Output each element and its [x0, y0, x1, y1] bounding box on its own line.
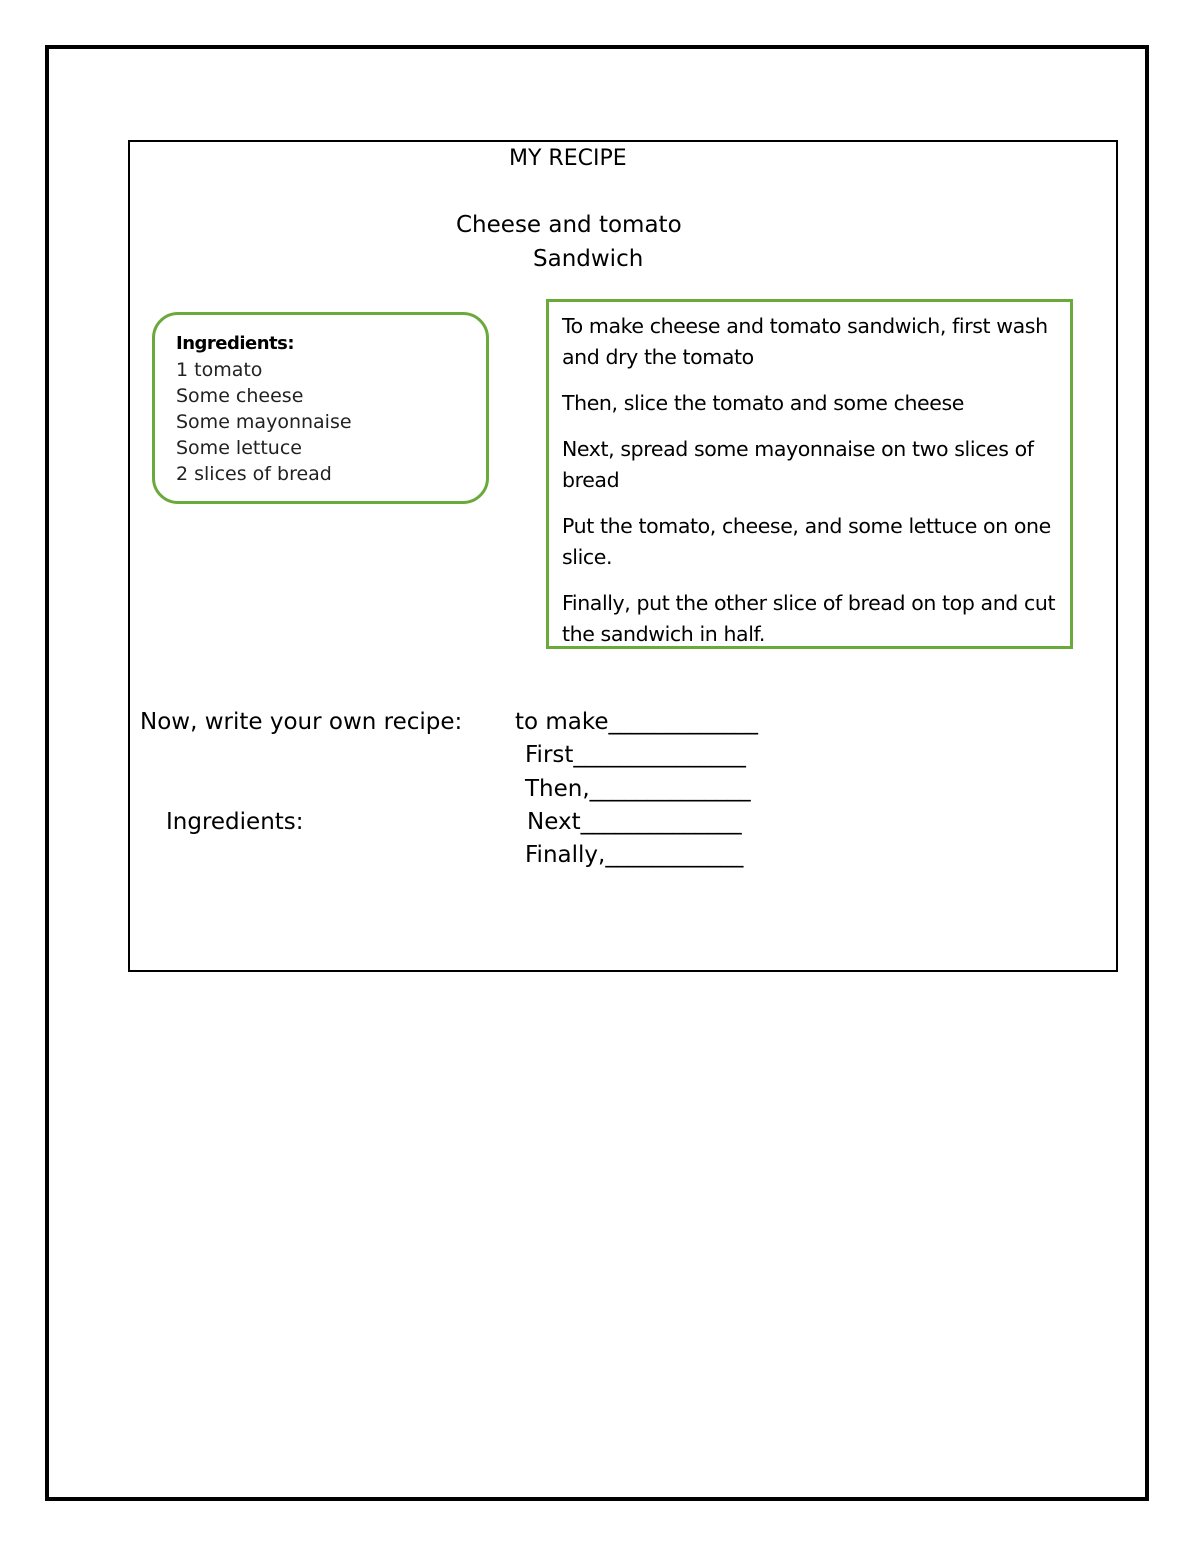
ingredient-item: Some mayonnaise	[176, 411, 352, 433]
ingredient-item: 1 tomato	[176, 359, 263, 381]
ingredients-list	[176, 331, 352, 487]
exercise-prompt: Now, write your own recipe:	[140, 709, 463, 735]
step-text: Next, spread some mayonnaise on two slices of bread	[562, 437, 1034, 492]
dish-name-line-2: Sandwich	[533, 246, 644, 272]
write-line-next: Next______________	[527, 809, 742, 835]
step-text: To make cheese and tomato sandwich, first wash and dry the tomato	[562, 314, 1048, 369]
ingredients-heading: Ingredients:	[176, 333, 295, 354]
ingredient-item: Some cheese	[176, 385, 304, 407]
write-line-first: First_______________	[525, 742, 746, 768]
ingredient-item: Some lettuce	[176, 437, 302, 459]
write-line-then: Then,______________	[525, 776, 751, 802]
step-text: Finally, put the other slice of bread on top and cut the sandwich in half.	[562, 591, 1056, 646]
exercise-ingredients-label: Ingredients:	[166, 809, 304, 835]
step-text: Put the tomato, cheese, and some lettuce on one slice.	[562, 514, 1051, 569]
write-line-finally: Finally,____________	[525, 842, 744, 868]
recipe-title: MY RECIPE	[509, 146, 627, 171]
ingredient-item: 2 slices of bread	[176, 463, 332, 485]
step-text: Then, slice the tomato and some cheese	[562, 391, 964, 415]
dish-name-line-1: Cheese and tomato	[456, 212, 682, 238]
write-line-to-make: to make_____________	[515, 709, 759, 735]
steps-box	[546, 299, 1073, 649]
